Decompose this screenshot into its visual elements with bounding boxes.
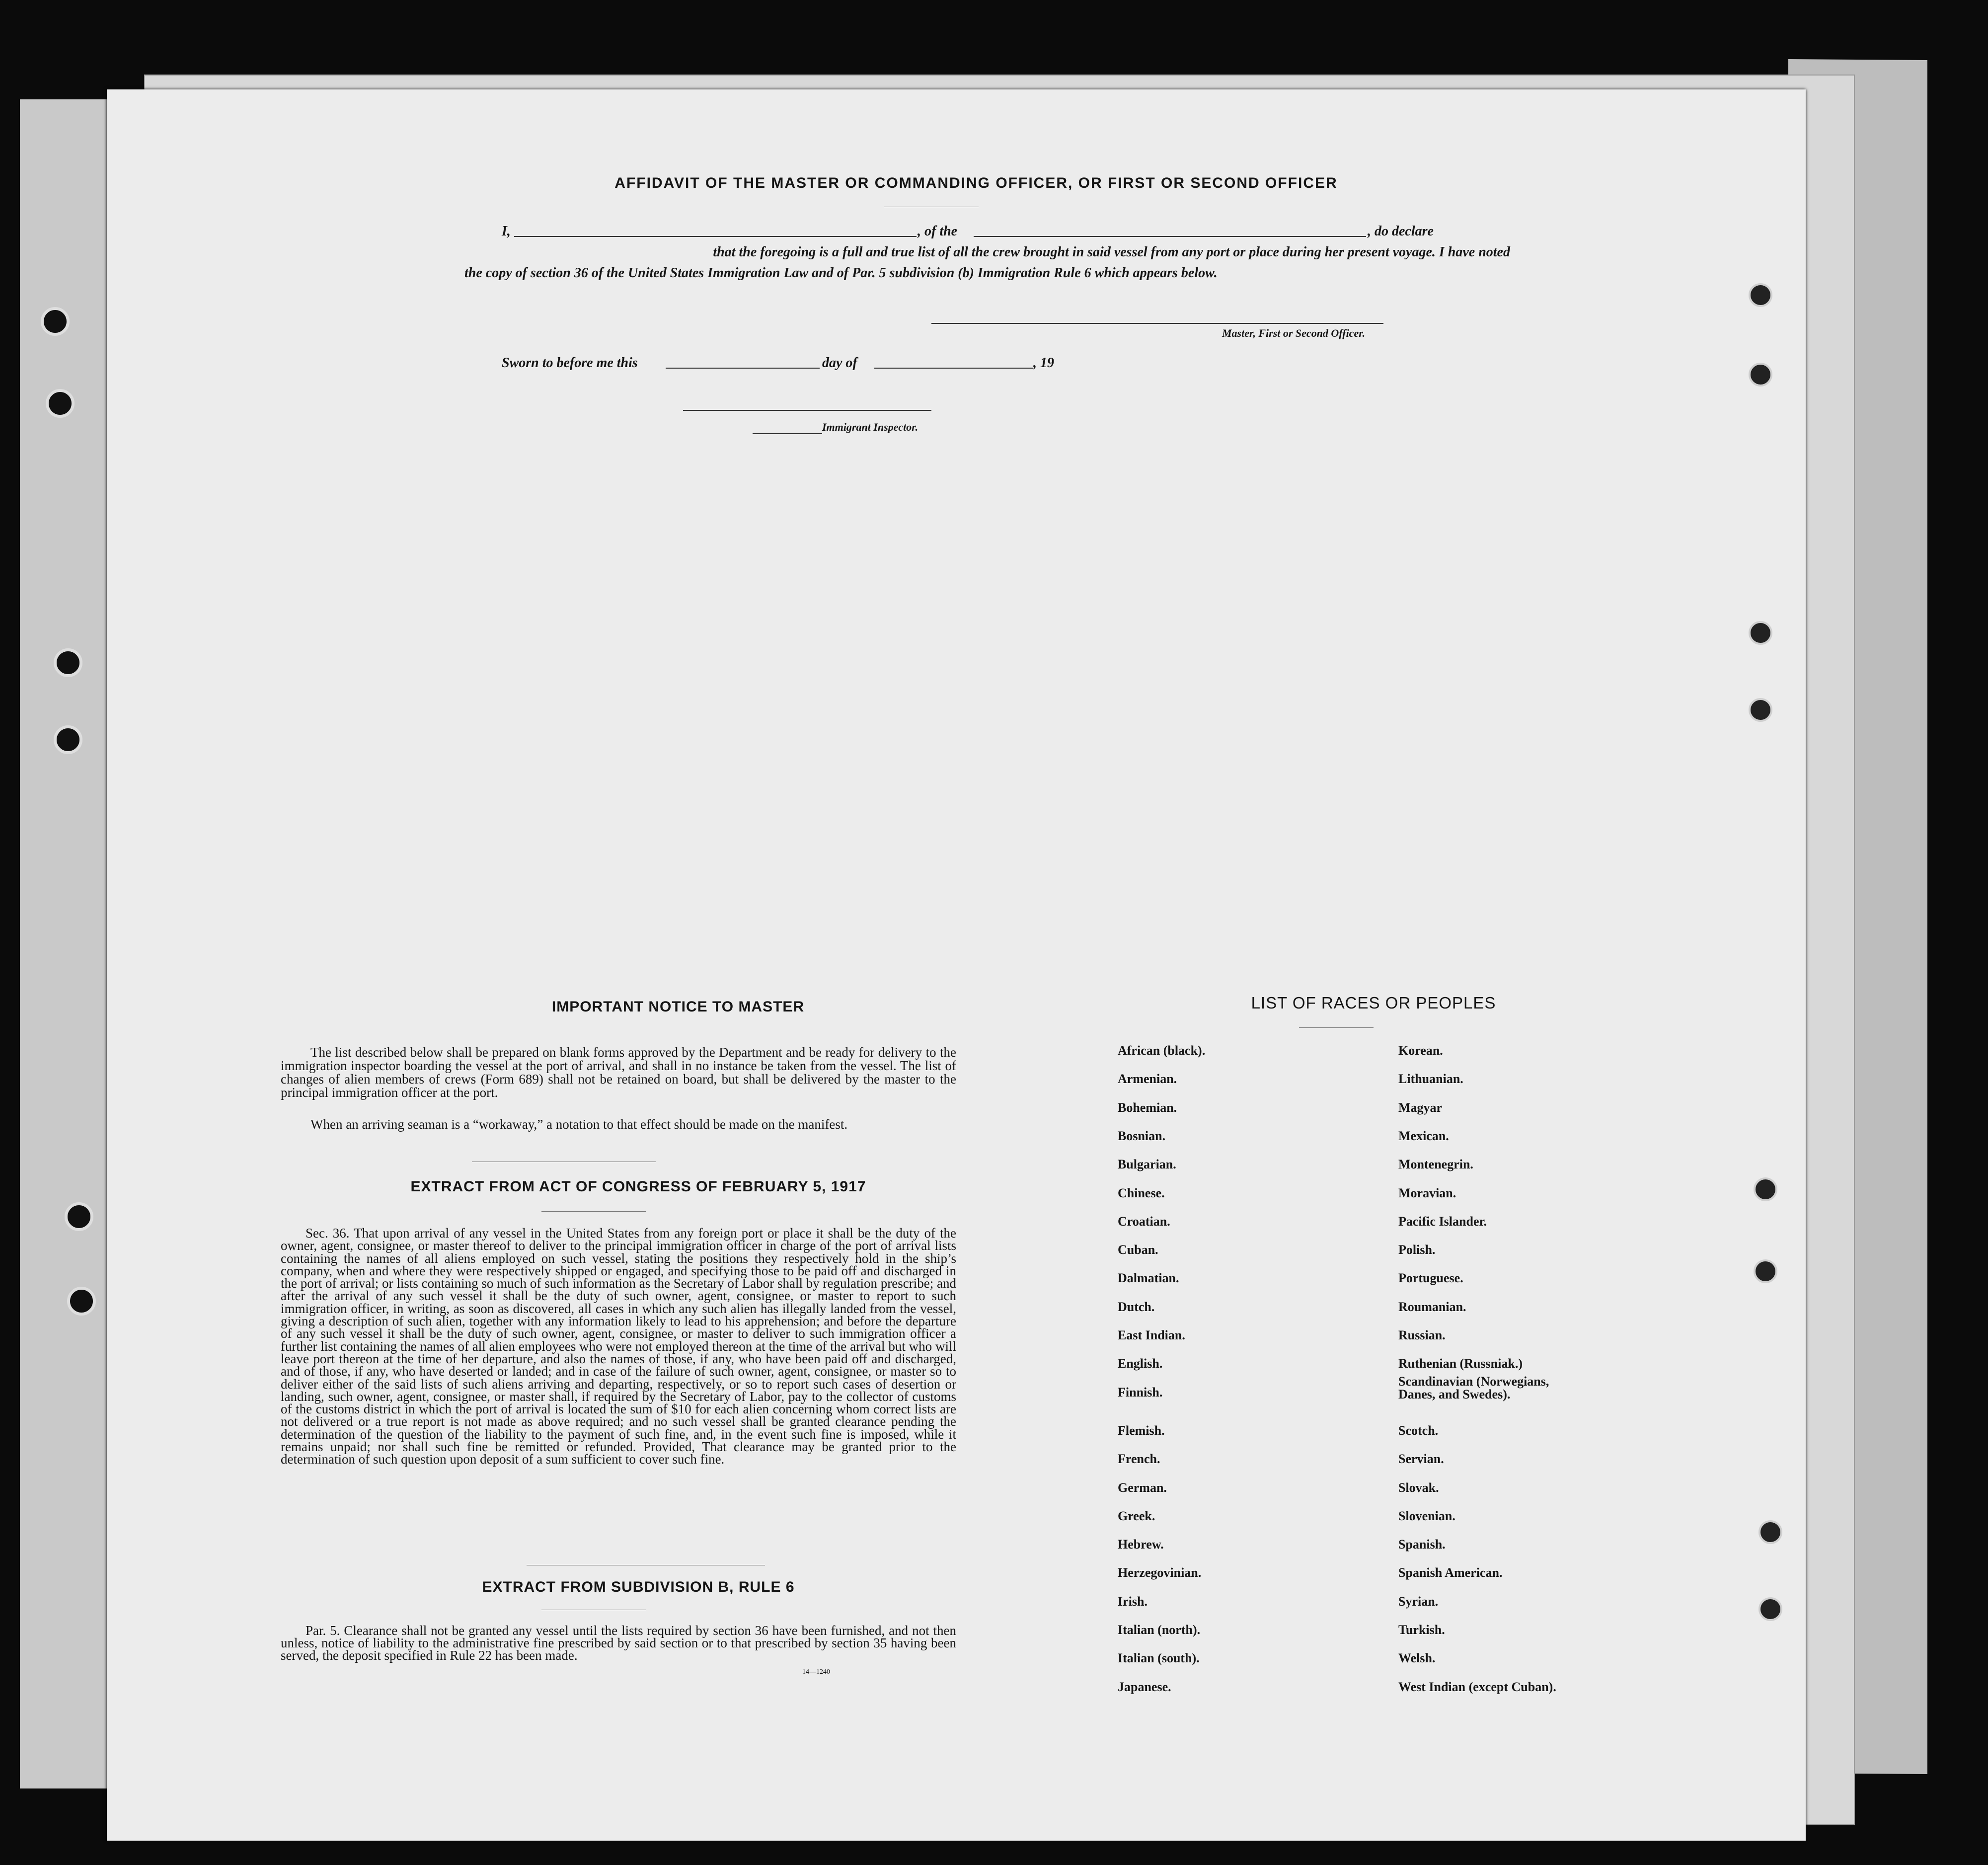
race-item: Spanish American. <box>1398 1565 1503 1580</box>
binder-hole <box>54 725 82 754</box>
binder-hole <box>1749 363 1772 387</box>
sworn-month-blank <box>874 368 1033 369</box>
race-item: Magyar <box>1398 1100 1443 1115</box>
race-item: Hebrew. <box>1118 1537 1164 1552</box>
binder-hole <box>1749 621 1772 645</box>
notice-title: IMPORTANT NOTICE TO MASTER <box>551 999 805 1015</box>
binder-hole <box>54 648 82 677</box>
vessel-blank-line <box>974 236 1366 237</box>
race-item: Japanese. <box>1118 1679 1171 1694</box>
inspector-signature-line <box>683 410 931 411</box>
race-item: Slovenian. <box>1398 1508 1455 1523</box>
race-item: Mexican. <box>1398 1128 1449 1143</box>
signature-line <box>931 323 1383 324</box>
extract-act-title: EXTRACT FROM ACT OF CONGRESS OF FEBRUARY 5, 1917 <box>410 1178 866 1195</box>
race-item: Armenian. <box>1118 1072 1177 1087</box>
race-item: Syrian. <box>1398 1594 1439 1609</box>
binder-hole <box>1754 1259 1777 1283</box>
race-item: Spanish. <box>1398 1537 1446 1552</box>
signature-label: Master, First or Second Officer. <box>1222 327 1366 339</box>
name-blank-line <box>514 236 917 237</box>
underlying-sheet-left <box>20 99 119 1788</box>
race-item: Italian (north). <box>1118 1623 1201 1637</box>
race-item: Polish. <box>1398 1243 1436 1257</box>
race-item: Korean. <box>1398 1043 1443 1058</box>
race-item: Croatian. <box>1118 1214 1170 1229</box>
race-item: Finnish. <box>1118 1385 1163 1399</box>
binder-hole <box>1749 698 1772 722</box>
race-item: Turkish. <box>1398 1623 1445 1637</box>
race-item: Dalmatian. <box>1118 1271 1179 1286</box>
race-item: French. <box>1118 1452 1160 1467</box>
race-item: Dutch. <box>1118 1299 1155 1314</box>
race-item: Pacific Islander. <box>1398 1214 1487 1229</box>
document-page <box>107 89 1806 1841</box>
inspector-label: Immigrant Inspector. <box>822 421 918 433</box>
binder-hole <box>46 389 75 418</box>
form-number: 14—1240 <box>802 1668 830 1676</box>
race-item: West Indian (except Cuban). <box>1398 1679 1556 1694</box>
race-item: Chinese. <box>1118 1185 1165 1200</box>
race-item: Cuban. <box>1118 1243 1158 1257</box>
race-item: Portuguese. <box>1398 1271 1463 1286</box>
sworn-year-text: , 19 <box>1033 355 1054 371</box>
section-36-text: Sec. 36. That upon arrival of any vessel in the United States from any foreign port or place it shall be the duty of the owner, agent, consignee, or master thereof to deliver to the principal immigration officer in charge of the port of arrival lists containing the names of all aliens employed on such vessel, stating the positions they respectively hold in the ship’s company, when and where they were respectively shipped or engaged, and specifying those to be paid off and discharged in the port of arrival; or lists containing so much of such information as the Secretary of Labor shall by regulation prescribe; and after the arrival of any such vessel it shall be the duty of such owner, agent, consignee, or master to report to such immigration officer, in writing, as soon as discovered, all cases in which any such alien has illegally landed from the vessel, giving a description of such alien, together with any information likely to lead to his apprehension; and before the departure of any such vessel it shall be the duty of such owner, agent, consignee, or master to deliver to such immigration officer a further list containing the names of all alien employees who were not employed thereon at the time of the arrival but who will leave port thereon at the time of her departure, and also the names of those, if any, who have been paid off and discharged, and of those, if any, who have deserted or landed; and in case of the failure of such owner, agent, consignee, or master so to deliver either of the said lists of such aliens arriving and departing, respectively, or so to report such cases of desertion or landing, such owner, agent, consignee, or master shall, if required by the Secretary of Labor, pay to the collector of customs of the customs district in which the port of arrival is located the sum of $10 for each alien concerning whom correct lists are not delivered or a true report is not made as above required; and no such vessel shall be granted clearance pending the determination of the question of the liability to the payment of such fine, and, in the event such fine is imposed, while it remains unpaid; nor shall such fine be remitted or refunded. Provided, That clearance may be granted prior to the determination of such question upon deposit of a sum sufficient to cover such fine. <box>281 1226 956 1467</box>
race-item: Scotch. <box>1398 1423 1439 1438</box>
race-item: Bosnian. <box>1118 1128 1166 1143</box>
race-item: Italian (south). <box>1118 1651 1200 1666</box>
affidavit-title: AFFIDAVIT OF THE MASTER OR COMMANDING OFFICER, OR FIRST OR SECOND OFFICER <box>614 175 1338 191</box>
par-5-text: Par. 5. Clearance shall not be granted any vessel until the lists required by section 36 have been furnished, and not then unless, notice of liability to the administrative fine prescribed by said section or to that prescribed by section 35 having been served, the deposit specified in Rule 22 has been made. <box>281 1623 956 1663</box>
affidavit-line1-mid: , of the <box>918 224 958 239</box>
race-item: Bohemian. <box>1118 1100 1177 1115</box>
race-item: Roumanian. <box>1398 1299 1466 1314</box>
notice-paragraph-2: When an arriving seaman is a “workaway,” a notation to that effect should be made on the manifest. <box>310 1117 848 1132</box>
binder-hole <box>41 307 70 336</box>
binder-hole <box>1759 1597 1782 1621</box>
binder-hole <box>65 1202 93 1231</box>
races-title: LIST OF RACES OR PEOPLES <box>1251 994 1496 1012</box>
race-item: East Indian. <box>1118 1328 1185 1342</box>
race-item: Moravian. <box>1398 1185 1456 1200</box>
extract-rule-title: EXTRACT FROM SUBDIVISION B, RULE 6 <box>482 1579 795 1595</box>
affidavit-line3: the copy of section 36 of the United States Immigration Law and of Par. 5 subdivision (b) Immigration Rule 6 which appears below. <box>464 265 1218 281</box>
affidavit-line1-start: I, <box>502 224 511 239</box>
race-item: English. <box>1118 1356 1163 1371</box>
race-item: Herzegovinian. <box>1118 1565 1202 1580</box>
race-item: Irish. <box>1118 1594 1147 1609</box>
race-item: Flemish. <box>1118 1423 1165 1438</box>
race-item: German. <box>1118 1480 1167 1495</box>
sworn-day-blank <box>666 368 820 369</box>
affidavit-line2: that the foregoing is a full and true list of all the crew brought in said vessel from any port or place during her present voyage. I have noted <box>713 244 1510 260</box>
sworn-day-text: day of <box>822 355 857 371</box>
race-item: Slovak. <box>1398 1480 1439 1495</box>
race-item: Bulgarian. <box>1118 1157 1176 1172</box>
affidavit-line1-end: , do declare <box>1368 224 1434 239</box>
race-item: Lithuanian. <box>1398 1072 1463 1087</box>
race-item: Welsh. <box>1398 1651 1436 1666</box>
notice-paragraph-1: The list described below shall be prepared on blank forms approved by the Department and be ready for delivery to the immigration inspector boarding the vessel at the port of arrival, and shall in no instance be taken from the vessel. The list of changes of alien members of crews (Form 689) shall not be retained on board, but shall be delivered by the master to the principal immigration officer at the port. <box>281 1045 956 1100</box>
race-item: Greek. <box>1118 1508 1155 1523</box>
inspector-prefix-line <box>753 433 822 434</box>
divider <box>541 1211 646 1212</box>
binder-hole <box>67 1287 96 1316</box>
divider <box>1299 1027 1374 1028</box>
race-item: Montenegrin. <box>1398 1157 1473 1172</box>
binder-hole <box>1749 283 1772 307</box>
race-item: Ruthenian (Russniak.) <box>1398 1356 1523 1371</box>
binder-hole <box>1754 1177 1777 1201</box>
binder-hole <box>1759 1520 1782 1544</box>
sworn-text: Sworn to before me this <box>502 355 638 371</box>
race-item: Russian. <box>1398 1328 1446 1342</box>
race-item: Scandinavian (Norwegians, Danes, and Swedes). <box>1398 1374 1549 1401</box>
race-item: African (black). <box>1118 1043 1206 1058</box>
race-item: Servian. <box>1398 1452 1444 1467</box>
